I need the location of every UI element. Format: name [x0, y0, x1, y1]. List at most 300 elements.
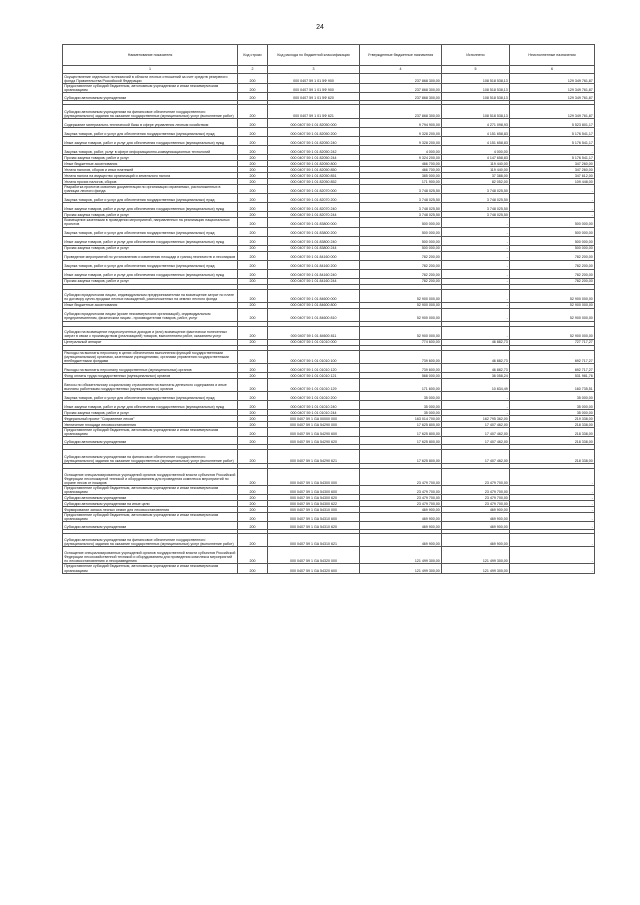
table-row [63, 128, 595, 137]
cell-remaining: 782 200,00 [510, 269, 595, 278]
cell-indicator-name: Проведение мероприятий по установлению и изменению площади и границ лесничеств и лесопарков [63, 251, 238, 260]
cell-remaining: 218 338,00 [510, 450, 595, 464]
cell-expense-code: 000 0407 59 1 01 5Ф 621 [268, 105, 360, 119]
header-line-code: Код строки [238, 45, 268, 66]
table-row [63, 119, 595, 128]
cell-expense-code: 000 0407 59 1 01 84600 000 [268, 289, 360, 302]
cell-expense-code: 000 0407 59 1 01 82050 200 [268, 128, 360, 137]
cell-executed: 46 882,73 [442, 339, 510, 345]
cell-line-code: 200 [238, 469, 268, 486]
cell-line-code: 200 [238, 564, 268, 573]
cell-indicator-name: Субсидии автономным учреждениям [63, 437, 238, 445]
cell-executed: - [442, 227, 510, 236]
cell-indicator-name: Формирование запаса лесных семян для лесовосстановления [63, 507, 238, 513]
cell-line-code: 200 [238, 245, 268, 251]
cell-line-code: 200 [238, 260, 268, 269]
cell-expense-code: 000 0407 59 1 01 84160 244 [268, 278, 360, 284]
cell-indicator-name: Уплата налогов, сборов и иных платежей [63, 167, 238, 173]
cell-executed: 469 900,00 [442, 534, 510, 547]
cell-indicator-name: Центральный аппарат [63, 339, 238, 345]
cell-approved: 17 625 800,00 [360, 427, 442, 436]
cell-line-code: 200 [238, 227, 268, 236]
cell-approved: 121 499 300,00 [360, 547, 442, 564]
cell-expense-code: 000 0407 59 1 01 5Ф 900 [268, 84, 360, 93]
cell-expense-code: 000 0407 59 1 01 83800 240 [268, 236, 360, 245]
cell-executed: 108 518 538,13 [442, 93, 510, 101]
cell-approved: 469 900,00 [360, 513, 442, 522]
cell-expense-code: 000 0407 59 1 01 01010 244 [268, 409, 360, 415]
table-row [63, 378, 595, 391]
cell-remaining: - [510, 564, 595, 573]
cell-expense-code: 000 0407 59 1 GA 54310 621 [268, 534, 360, 547]
cell-remaining: - [510, 513, 595, 522]
cell-expense-code: 000 0407 59 1 01 01010 100 [268, 350, 360, 363]
cell-expense-code: 000 0407 59 1 01 82070 200 [268, 194, 360, 203]
table-row [63, 227, 595, 236]
cell-line-code: 200 [238, 400, 268, 409]
cell-expense-code: 000 0407 59 1 01 84600 800 [268, 302, 360, 308]
budget-execution-table [62, 44, 595, 574]
table-row [63, 564, 595, 573]
cell-indicator-name: Иные бюджетные ассигнования [63, 161, 238, 167]
cell-approved: 171 600,00 [360, 378, 442, 391]
cell-expense-code: 000 0407 59 1 01 83800 000 [268, 218, 360, 227]
cell-indicator-name: Возмещение казенными в проведении мероприятий, направленных на реализацию национальных проектов [63, 218, 238, 227]
cell-indicator-name: Иные закупки товаров, работ и услуг для обеспечения государственных (муниципальных) нужд [63, 137, 238, 146]
cell-indicator-name: Субсидии юридическим лицам, индивидуальным предпринимателям на возмещение затрат по плате по договору купли-продажи лесных насаждений, расположенных на землях лесного фонда [63, 289, 238, 302]
cell-line-code: 200 [238, 93, 268, 101]
cell-expense-code: 000 0407 59 1 01 82050 240 [268, 137, 360, 146]
table-row [63, 363, 595, 372]
cell-executed: 469 900,00 [442, 513, 510, 522]
column-number: 5 [442, 66, 510, 74]
cell-approved: 568 000,00 [360, 372, 442, 378]
cell-indicator-name: Прочая закупка товаров, работ и услуг [63, 278, 238, 284]
cell-expense-code: 000 0407 59 1 GA 54290 620 [268, 437, 360, 445]
cell-executed: - [442, 391, 510, 400]
cell-remaining: 500 000,00 [510, 245, 595, 251]
cell-remaining: - [510, 469, 595, 486]
cell-approved: 774 600,00 [360, 339, 442, 345]
cell-approved: 469 900,00 [360, 534, 442, 547]
cell-indicator-name: Субсидии автономным учреждениям на финансовое обеспечение государственного (муниципального) задания на оказание государственных (муниципальных) услуг (выполнение работ) [63, 105, 238, 119]
cell-indicator-name: Федеральный проект "Сохранение лесов" [63, 415, 238, 421]
table-row [63, 269, 595, 278]
cell-approved: 782 200,00 [360, 251, 442, 260]
cell-remaining: 218 338,00 [510, 437, 595, 445]
cell-remaining: 52 900 000,00 [510, 326, 595, 339]
cell-remaining: 52 900 000,00 [510, 302, 595, 308]
cell-executed: 4 151 658,83 [442, 137, 510, 146]
cell-expense-code: 000 0407 59 1 01 82070 000 [268, 185, 360, 194]
cell-indicator-name: Прочая закупка товаров, работ и услуг [63, 155, 238, 161]
cell-indicator-name: Субсидии юридическим лицам (кроме некоммерческих организаций), индивидуальным предпринимателям, физическим лицам - производителям товаров, работ, услуг [63, 308, 238, 321]
cell-expense-code: 000 0407 59 1 01 82070 244 [268, 212, 360, 218]
cell-remaining: 52 900 000,00 [510, 308, 595, 321]
header-remaining: Неисполненные назначения [510, 45, 595, 66]
cell-expense-code: 000 0407 59 1 01 82070 240 [268, 203, 360, 212]
cell-approved: 35 000,00 [360, 400, 442, 409]
cell-remaining: 35 000,00 [510, 391, 595, 400]
table-row [63, 400, 595, 409]
cell-expense-code: 000 0407 59 1 01 84160 200 [268, 260, 360, 269]
table-row [63, 308, 595, 321]
cell-executed: 23 479 700,00 [442, 486, 510, 495]
cell-line-code: 200 [238, 289, 268, 302]
cell-remaining: - [510, 501, 595, 507]
cell-executed: 23 479 700,00 [442, 501, 510, 507]
cell-remaining: - [510, 185, 595, 194]
cell-approved: 782 200,00 [360, 278, 442, 284]
cell-executed: 121 499 300,00 [442, 547, 510, 564]
cell-indicator-name: Закупка товаров, работ и услуг для обеспечения государственных (муниципальных) нужд [63, 227, 238, 236]
cell-indicator-name: Иные закупки товаров, работ и услуг для обеспечения государственных (муниципальных) нужд [63, 236, 238, 245]
cell-remaining: 109 448,00 [510, 179, 595, 185]
cell-approved: 3 748 025,50 [360, 194, 442, 203]
cell-line-code: 200 [238, 155, 268, 161]
cell-approved: 782 200,00 [360, 269, 442, 278]
cell-expense-code: 000 0407 59 1 GA 54310 600 [268, 513, 360, 522]
cell-indicator-name: Расходы на выплаты персоналу в целях обеспечения выполнения функций государственными (муниципальными) органами, казенными учреждениями, органами управления государственными внебюджетными фондами [63, 350, 238, 363]
cell-line-code: 200 [238, 437, 268, 445]
cell-indicator-name: Субсидии на возмещение недополученных доходов и (или) возмещение фактически понесенных затрат в связи с производством (реализацией) товаров, выполнением работ, оказанием услуг [63, 326, 238, 339]
table-row [63, 84, 595, 93]
cell-remaining: 347 260,00 [510, 167, 595, 173]
cell-expense-code: 000 0407 59 1 GA 00000 000 [268, 415, 360, 421]
cell-remaining: 727 717,27 [510, 339, 595, 345]
cell-executed: - [442, 308, 510, 321]
cell-approved: 52 900 000,00 [360, 302, 442, 308]
cell-executed: 4 151 658,83 [442, 128, 510, 137]
cell-expense-code: 000 0407 59 1 01 5Ф 620 [268, 93, 360, 101]
cell-approved: 469 900,00 [360, 522, 442, 530]
cell-remaining: 218 338,00 [510, 427, 595, 436]
cell-executed: - [442, 245, 510, 251]
cell-approved: 171 900,00 [360, 179, 442, 185]
cell-line-code: 200 [238, 495, 268, 501]
table-row [63, 427, 595, 436]
cell-approved: 500 000,00 [360, 245, 442, 251]
cell-line-code: 200 [238, 161, 268, 167]
cell-approved: 17 625 800,00 [360, 437, 442, 445]
cell-remaining: 129 349 761,87 [510, 74, 595, 84]
cell-executed: - [442, 260, 510, 269]
cell-line-code: 200 [238, 105, 268, 119]
cell-remaining: 500 000,00 [510, 227, 595, 236]
cell-line-code: 200 [238, 179, 268, 185]
cell-line-code: 200 [238, 203, 268, 212]
cell-executed: - [442, 400, 510, 409]
cell-line-code: 200 [238, 119, 268, 128]
cell-indicator-name: Разработка проектов освоения документации по организации охраняемых, расположенных в границах лесного фонда [63, 185, 238, 194]
cell-line-code: 200 [238, 534, 268, 547]
cell-line-code: 200 [238, 486, 268, 495]
cell-indicator-name: Предоставление субсидий бюджетным, автономным учреждениям и иным некоммерческим организациям [63, 84, 238, 93]
cell-executed: 119 440,00 [442, 161, 510, 167]
cell-executed: - [442, 289, 510, 302]
cell-executed: - [442, 278, 510, 284]
cell-approved: 9 324 200,00 [360, 155, 442, 161]
table-row [63, 469, 595, 486]
cell-executed: 23 479 700,00 [442, 495, 510, 501]
cell-approved: 782 200,00 [360, 260, 442, 269]
cell-executed: 36 058,24 [442, 372, 510, 378]
cell-indicator-name: Закупка товаров, работ, услуг в сфере информационно-коммуникационных технологий [63, 146, 238, 155]
cell-line-code: 200 [238, 128, 268, 137]
cell-approved: 52 900 000,00 [360, 308, 442, 321]
cell-line-code: 200 [238, 278, 268, 284]
cell-approved: 466 700,00 [360, 167, 442, 173]
cell-executed: 469 900,00 [442, 522, 510, 530]
cell-executed: 17 407 462,00 [442, 427, 510, 436]
cell-executed: 469 900,00 [442, 507, 510, 513]
table-row [63, 486, 595, 495]
cell-remaining: 500 000,00 [510, 218, 595, 227]
cell-indicator-name: Прочая закупка товаров, работ и услуг [63, 245, 238, 251]
cell-approved: 237 868 300,00 [360, 105, 442, 119]
column-number: 1 [63, 66, 238, 74]
cell-remaining: 160 735,51 [510, 378, 595, 391]
cell-executed: 121 499 300,00 [442, 564, 510, 573]
cell-expense-code: 000 0407 59 1 GA 54300 600 [268, 486, 360, 495]
table-row [63, 534, 595, 547]
cell-indicator-name: Иные закупки товаров, работ и услуг для обеспечения государственных (муниципальных) нужд [63, 400, 238, 409]
table-row [63, 326, 595, 339]
cell-line-code: 200 [238, 501, 268, 507]
cell-line-code: 200 [238, 251, 268, 260]
cell-remaining: 500 000,00 [510, 236, 595, 245]
cell-remaining: - [510, 507, 595, 513]
cell-indicator-name: Закупка товаров, работ и услуг для обеспечения государственных (муниципальных) нужд [63, 128, 238, 137]
table-row [63, 350, 595, 363]
cell-indicator-name: Субсидии автономным учреждениям [63, 495, 238, 501]
cell-expense-code: 000 0407 59 1 01 01010 121 [268, 372, 360, 378]
cell-approved: 23 479 700,00 [360, 486, 442, 495]
table-row [63, 146, 595, 155]
cell-line-code: 200 [238, 185, 268, 194]
cell-line-code: 200 [238, 350, 268, 363]
cell-remaining: 531 981,76 [510, 372, 595, 378]
cell-line-code: 200 [238, 236, 268, 245]
table-row [63, 260, 595, 269]
cell-approved: 3 748 025,50 [360, 212, 442, 218]
cell-approved: 52 900 000,00 [360, 289, 442, 302]
cell-remaining: 782 200,00 [510, 251, 595, 260]
cell-indicator-name: Предоставление субсидий бюджетным, автономным учреждениям и иным некоммерческим организациям [63, 513, 238, 522]
cell-expense-code: 000 0407 59 1 01 82050 244 [268, 155, 360, 161]
cell-approved: 237 868 300,00 [360, 93, 442, 101]
cell-indicator-name: Осуществление отдельных полномочий в области лесных отношений за счет средств резервного фонда Правительства Российской Федерации [63, 74, 238, 84]
cell-expense-code: 000 0407 59 1 01 84160 240 [268, 269, 360, 278]
cell-executed: 82 052,00 [442, 179, 510, 185]
cell-approved: 237 868 300,00 [360, 74, 442, 84]
cell-indicator-name: Фонд оплаты труда государственных (муниципальных) органов [63, 372, 238, 378]
cell-remaining: 35 000,00 [510, 409, 595, 415]
cell-approved: 500 000,00 [360, 236, 442, 245]
cell-executed: - [442, 302, 510, 308]
cell-indicator-name: Уплата прочих налогов, сборов [63, 179, 238, 185]
cell-remaining: 5 523 801,17 [510, 119, 595, 128]
table-row [63, 437, 595, 445]
cell-line-code: 200 [238, 173, 268, 179]
cell-executed: 3 748 025,50 [442, 185, 510, 194]
cell-approved: 23 479 700,00 [360, 495, 442, 501]
cell-executed: - [442, 218, 510, 227]
cell-indicator-name: Субсидии автономным учреждениям [63, 522, 238, 530]
cell-executed: 4 271 098,93 [442, 119, 510, 128]
cell-executed: 108 518 538,13 [442, 84, 510, 93]
table-row [63, 450, 595, 464]
cell-executed: 4 147 658,83 [442, 155, 510, 161]
column-number: 2 [238, 66, 268, 74]
cell-line-code: 200 [238, 363, 268, 372]
table-row [63, 522, 595, 530]
cell-approved: 237 868 300,00 [360, 84, 442, 93]
cell-indicator-name: Увеличение площади лесовосстановления [63, 421, 238, 427]
cell-line-code: 200 [238, 450, 268, 464]
cell-remaining: - [510, 534, 595, 547]
cell-expense-code: 000 0407 59 1 01 82050 850 [268, 167, 360, 173]
table-row [63, 513, 595, 522]
cell-expense-code: 000 0407 59 1 01 01010 000 [268, 339, 360, 345]
cell-line-code: 200 [238, 146, 268, 155]
cell-remaining: 218 338,00 [510, 421, 595, 427]
cell-approved: 9 328 200,00 [360, 128, 442, 137]
cell-remaining: - [510, 212, 595, 218]
cell-remaining: 347 612,00 [510, 173, 595, 179]
table-row [63, 185, 595, 194]
cell-line-code: 200 [238, 372, 268, 378]
cell-executed: - [442, 409, 510, 415]
cell-remaining: - [510, 486, 595, 495]
cell-line-code: 200 [238, 137, 268, 146]
cell-expense-code: 000 0407 59 1 01 84600 811 [268, 326, 360, 339]
cell-remaining: 35 000,00 [510, 400, 595, 409]
cell-remaining: 5 176 541,17 [510, 155, 595, 161]
cell-indicator-name: Иные закупки товаров, работ и услуг для обеспечения государственных (муниципальных) нужд [63, 203, 238, 212]
cell-line-code: 200 [238, 326, 268, 339]
cell-remaining: 347 260,00 [510, 161, 595, 167]
cell-line-code: 200 [238, 415, 268, 421]
cell-indicator-name: Субсидии автономным учреждениям на иные цели [63, 501, 238, 507]
table-row [63, 289, 595, 302]
table-row [63, 93, 595, 101]
cell-approved: 4 000,00 [360, 146, 442, 155]
cell-executed: - [442, 269, 510, 278]
cell-approved: 466 700,00 [360, 161, 442, 167]
cell-remaining: - [510, 194, 595, 203]
cell-executed: 108 518 538,13 [442, 105, 510, 119]
table-row [63, 391, 595, 400]
cell-remaining: 5 176 541,17 [510, 128, 595, 137]
cell-executed: 108 518 538,13 [442, 74, 510, 84]
page-number: 24 [316, 24, 324, 31]
cell-line-code: 200 [238, 547, 268, 564]
table-row [63, 105, 595, 119]
cell-executed: 162 795 362,00 [442, 415, 510, 421]
cell-expense-code: 000 0407 59 1 01 84600 810 [268, 308, 360, 321]
cell-indicator-name: Субсидии автономным учреждениям на финансовое обеспечение государственного (муниципального) задания на оказание государственных (муниципальных) услуг (выполнение работ) [63, 534, 238, 547]
cell-executed: 23 479 700,00 [442, 469, 510, 486]
cell-expense-code: 000 0407 59 1 01 01010 129 [268, 378, 360, 391]
header-expense-code: Код расхода по бюджетной классификации [268, 45, 360, 66]
table-row [63, 218, 595, 227]
cell-line-code: 200 [238, 302, 268, 308]
cell-approved: 500 000,00 [360, 218, 442, 227]
cell-remaining: 129 349 761,87 [510, 105, 595, 119]
cell-expense-code: 000 0407 59 1 01 01010 120 [268, 363, 360, 372]
cell-expense-code: 000 0407 59 1 01 83800 244 [268, 245, 360, 251]
cell-approved: 163 014 700,00 [360, 415, 442, 421]
cell-executed: 10 834,49 [442, 378, 510, 391]
cell-expense-code: 000 0407 59 1 GA 54290 000 [268, 421, 360, 427]
cell-remaining: - [510, 146, 595, 155]
cell-indicator-name: Закупка товаров, работ и услуг для обеспечения государственных (муниципальных) нужд [63, 260, 238, 269]
cell-line-code: 200 [238, 167, 268, 173]
cell-remaining: 692 717,27 [510, 350, 595, 363]
cell-approved: 385 000,00 [360, 173, 442, 179]
cell-approved: 17 625 800,00 [360, 450, 442, 464]
cell-executed: 4 000,00 [442, 146, 510, 155]
cell-line-code: 200 [238, 427, 268, 436]
cell-expense-code: 000 0407 59 1 01 01010 200 [268, 391, 360, 400]
cell-approved: 23 479 700,00 [360, 501, 442, 507]
cell-approved: 469 900,00 [360, 507, 442, 513]
cell-indicator-name: Субсидии автономным учреждениям [63, 93, 238, 101]
table-row [63, 194, 595, 203]
cell-indicator-name: Предоставление субсидий бюджетным, автономным учреждениям и иным некоммерческим организациям [63, 486, 238, 495]
cell-expense-code: 000 0407 59 1 01 5Ф 900 [268, 74, 360, 84]
cell-line-code: 200 [238, 194, 268, 203]
column-number: 3 [268, 66, 360, 74]
header-executed: Исполнено [442, 45, 510, 66]
cell-indicator-name: Закупка товаров, работ и услуг для обеспечения государственных (муниципальных) нужд [63, 194, 238, 203]
cell-expense-code: 000 0407 59 1 01 82050 242 [268, 146, 360, 155]
table-row [63, 74, 595, 84]
column-number: 4 [360, 66, 442, 74]
cell-expense-code: 000 0407 59 1 01 83800 200 [268, 227, 360, 236]
cell-approved: 739 600,00 [360, 363, 442, 372]
cell-expense-code: 000 0407 59 1 01 82050 000 [268, 119, 360, 128]
cell-expense-code: 000 0407 59 1 GA 54300 000 [268, 469, 360, 486]
cell-approved: 3 748 025,50 [360, 185, 442, 194]
cell-line-code: 200 [238, 74, 268, 84]
cell-line-code: 200 [238, 507, 268, 513]
cell-executed: 17 407 462,00 [442, 450, 510, 464]
cell-approved: 9 328 200,00 [360, 137, 442, 146]
cell-expense-code: 000 0407 59 1 GA 54310 000 [268, 507, 360, 513]
table-row [63, 236, 595, 245]
cell-executed: 3 748 025,50 [442, 194, 510, 203]
cell-remaining: - [510, 495, 595, 501]
header-indicator-name: Наименование показателя [63, 45, 238, 66]
cell-indicator-name: Расходы на выплаты персоналу государственных (муниципальных) органов [63, 363, 238, 372]
cell-executed: 46 882,73 [442, 363, 510, 372]
cell-indicator-name: Предоставление субсидий бюджетным, автономным учреждениям и иным некоммерческим организациям [63, 427, 238, 436]
cell-approved: 500 000,00 [360, 227, 442, 236]
cell-approved: 9 794 900,00 [360, 119, 442, 128]
cell-executed: 119 440,00 [442, 167, 510, 173]
table-row [63, 203, 595, 212]
cell-expense-code: 000 0407 59 1 01 84160 000 [268, 251, 360, 260]
cell-line-code: 200 [238, 218, 268, 227]
column-number-row [63, 66, 595, 74]
cell-line-code: 200 [238, 421, 268, 427]
cell-approved: 35 000,00 [360, 409, 442, 415]
cell-expense-code: 000 0407 59 1 01 01010 240 [268, 400, 360, 409]
cell-expense-code: 000 0407 59 1 01 82050 851 [268, 173, 360, 179]
cell-expense-code: 000 0407 59 1 GA 54290 621 [268, 450, 360, 464]
